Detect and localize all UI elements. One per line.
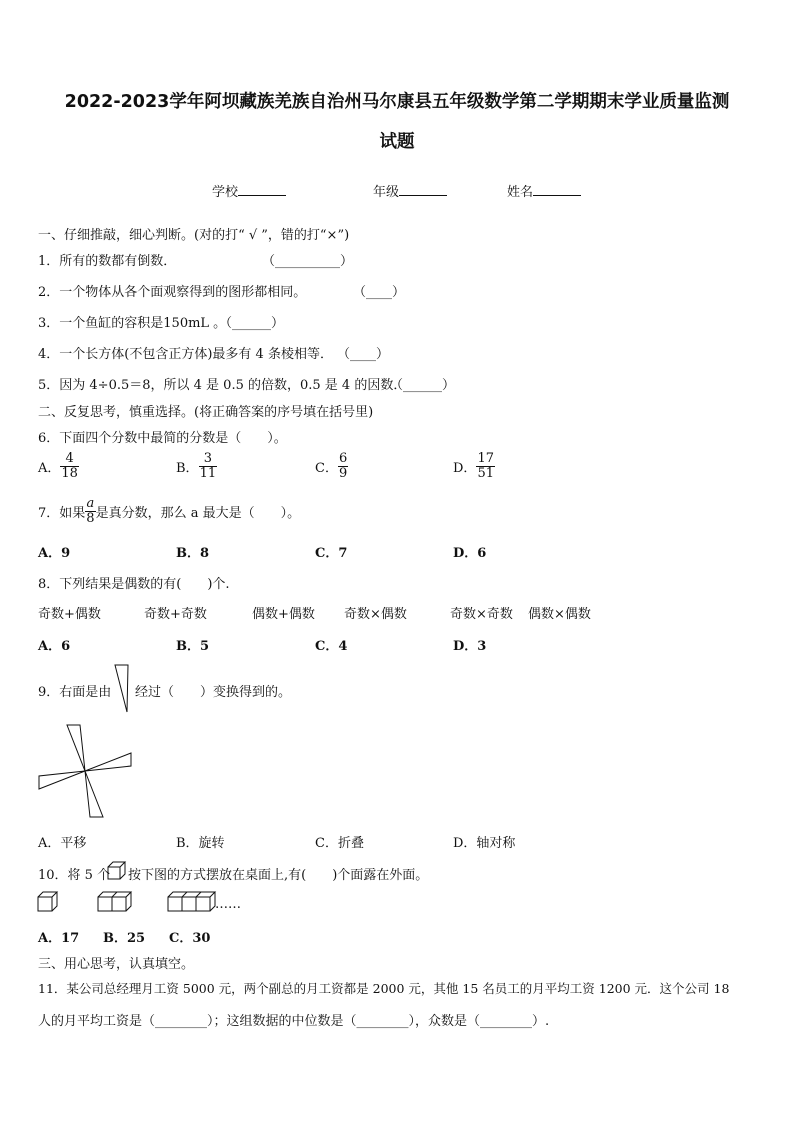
section1-heading: 一、仔细推敲，细心判断。(对的打“ √ ”，错的打“×”) — [38, 228, 350, 243]
q6-option-b[interactable] — [176, 452, 217, 481]
section3-heading: 三、用心思考，认真填空。 — [38, 957, 195, 972]
school-label: 学校 — [212, 185, 239, 200]
q2-answer-blank[interactable]: （____） — [353, 285, 406, 300]
fraction-denominator: 18 — [61, 466, 78, 481]
question-9-post: 经过（ ）变换得到的。 — [135, 685, 292, 700]
q8-option-a[interactable]: A．6 — [38, 639, 71, 654]
grade-blank[interactable] — [399, 183, 447, 196]
q10-option-b[interactable]: B．25 — [103, 931, 146, 946]
grade-field[interactable] — [373, 181, 447, 200]
triangle-shape-icon — [113, 664, 131, 714]
fraction — [338, 452, 348, 481]
q8-item: 奇数×奇数 — [450, 607, 513, 622]
question-8: 8．下列结果是偶数的有( )个. — [38, 577, 230, 592]
option-label: A． — [38, 461, 61, 476]
q9-option-d[interactable]: D．轴对称 — [453, 836, 516, 851]
q8-item: 奇数×偶数 — [344, 607, 407, 622]
two-cubes-figure — [97, 891, 135, 913]
one-cube-figure — [37, 891, 59, 913]
page-title-line2: 试题 — [379, 132, 415, 152]
q1-answer-blank[interactable]: （__________） — [262, 254, 354, 269]
q6-option-c[interactable] — [315, 452, 348, 481]
question-3: 3．一个鱼缸的容积是150mL 。 — [38, 316, 227, 331]
fraction — [199, 452, 218, 481]
cubes-ellipsis: …… — [215, 897, 241, 912]
school-blank[interactable] — [238, 183, 286, 196]
question-2: 2．一个物体从各个面观察得到的图形都相同。 — [38, 285, 307, 300]
q7-option-b[interactable]: B．8 — [176, 546, 210, 561]
q7-option-c[interactable]: C．7 — [315, 546, 348, 561]
question-5: 5．因为 4÷0.5＝8，所以 4 是 0.5 的倍数，0.5 是 4 的因数． — [38, 378, 407, 393]
q8-option-d[interactable]: D．3 — [453, 639, 487, 654]
section2-heading: 二、反复思考，慎重选择。(将正确答案的序号填在括号里) — [38, 405, 374, 420]
fraction-numerator: 6 — [338, 451, 348, 466]
q7-text-post: 是真分数，那么 a 最大是（ ）。 — [95, 506, 301, 521]
question-6: 6．下面四个分数中最简的分数是（ ）。 — [38, 431, 287, 446]
q7-text-pre: 7．如果 — [38, 506, 86, 521]
q8-item: 奇数+偶数 — [38, 607, 101, 622]
name-field[interactable] — [507, 181, 581, 200]
name-label: 姓名 — [507, 185, 534, 200]
q6-option-a[interactable] — [38, 452, 79, 481]
question-1: 1．所有的数都有倒数． — [38, 254, 177, 269]
fraction-numerator: 4 — [65, 451, 74, 466]
q7-option-d[interactable]: D．6 — [453, 546, 487, 561]
q10-option-c[interactable]: C．30 — [169, 931, 211, 946]
q7-option-a[interactable]: A．9 — [38, 546, 71, 561]
question-10-post: 按下图的方式摆放在桌面上,有( )个面露在外面。 — [128, 868, 429, 883]
q4-answer-blank[interactable]: （____） — [337, 347, 390, 362]
grade-label: 年级 — [373, 185, 400, 200]
q8-option-c[interactable]: C．4 — [315, 639, 348, 654]
question-11-line1: 11．某公司总经理月工资 5000 元，两个副总的月工资都是 2000 元，其他 15 名员工的月平均工资 1200 元．这个公司 18 — [38, 981, 730, 996]
question-11-line2: 人的月平均工资是（________）；这组数据的中位数是（________），众数是（________）. — [38, 1014, 550, 1029]
fraction-numerator: 3 — [203, 451, 212, 466]
q6-option-d[interactable] — [453, 452, 495, 481]
q8-item: 偶数×偶数 — [528, 607, 591, 622]
fraction — [476, 452, 495, 481]
question-9-pre: 9．右面是由 — [38, 685, 112, 700]
fraction-numerator: 17 — [477, 451, 494, 466]
fraction — [60, 452, 79, 481]
page-title: 2022-2023学年阿坝藏族羌族自治州马尔康县五年级数学第二学期期末学业质量监测 — [64, 92, 730, 112]
fraction-denominator: 9 — [338, 466, 348, 481]
q9-option-a[interactable]: A．平移 — [38, 836, 87, 851]
pinwheel-figure — [37, 723, 133, 819]
three-cubes-figure — [167, 891, 219, 913]
fraction-denominator: 11 — [199, 466, 217, 481]
q9-option-b[interactable]: B．旋转 — [176, 836, 225, 851]
question-10-pre: 10．将 5 个 — [38, 868, 111, 883]
q8-item: 偶数+偶数 — [252, 607, 315, 622]
question-7 — [38, 497, 300, 526]
school-field[interactable] — [212, 181, 286, 200]
fraction-numerator: a — [86, 496, 95, 511]
fraction-a-over-8 — [85, 497, 95, 526]
q10-option-a[interactable]: A．17 — [38, 931, 80, 946]
cube-icon — [107, 861, 127, 881]
q8-item: 奇数+奇数 — [144, 607, 207, 622]
fraction-denominator: 51 — [477, 466, 494, 481]
q5-answer-blank[interactable]: （______） — [390, 378, 456, 393]
q8-option-b[interactable]: B．5 — [176, 639, 210, 654]
question-4: 4．一个长方体(不包含正方体)最多有 4 条棱相等． — [38, 347, 333, 362]
option-label: B． — [176, 461, 199, 476]
q9-option-c[interactable]: C．折叠 — [315, 836, 364, 851]
option-label: D． — [453, 461, 477, 476]
q3-answer-blank[interactable]: （______） — [219, 316, 285, 331]
fraction-denominator: 8 — [86, 511, 95, 526]
name-blank[interactable] — [533, 183, 581, 196]
option-label: C． — [315, 461, 338, 476]
